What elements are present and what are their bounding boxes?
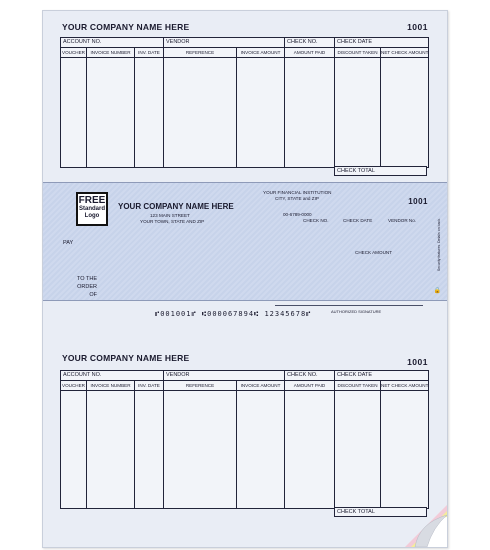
- padlock-icon: 🔒: [433, 288, 441, 294]
- signature-label: AUTHORIZED SIGNATURE: [331, 309, 382, 314]
- company-address-line-2: YOUR TOWN, STATE AND ZIP: [140, 219, 205, 224]
- col-invoice-amount: INVOICE AMOUNT: [237, 48, 285, 57]
- bank-name: YOUR FINANCIAL INSTITUTION: [263, 190, 332, 195]
- signature-line: [275, 305, 423, 306]
- col-inv-date: INV. DATE: [135, 381, 164, 390]
- col-invoice-amount: INVOICE AMOUNT: [237, 381, 285, 390]
- table-body: [61, 58, 428, 167]
- logo-line-3: Logo: [84, 212, 100, 219]
- col-inv-date: INV. DATE: [135, 48, 164, 57]
- order-line-3: OF: [89, 292, 97, 298]
- col-voucher: VOUCHER: [61, 48, 87, 57]
- pay-label: PAY: [63, 240, 74, 246]
- header-check-no: CHECK NO.: [285, 371, 335, 380]
- header-account-no: ACCOUNT NO.: [61, 371, 164, 380]
- fractional-routing: 00-6789-0000: [283, 212, 312, 217]
- header-check-date: CHECK DATE: [337, 372, 373, 378]
- top-voucher-stub: [43, 11, 447, 181]
- check-no-label: CHECK NO.: [303, 218, 329, 223]
- voucher-table: [60, 370, 429, 509]
- check-total-label: CHECK TOTAL: [334, 166, 427, 176]
- table-header-row-1: [61, 38, 428, 48]
- col-net-check-amount: NET CHECK AMOUNT: [381, 50, 428, 55]
- header-account-no: ACCOUNT NO.: [61, 38, 164, 47]
- col-voucher: VOUCHER: [61, 381, 87, 390]
- micr-line: ⑈001001⑈ ⑆000067894⑆ 12345678⑈: [155, 310, 312, 318]
- header-check-date: CHECK DATE: [337, 39, 373, 45]
- company-address-line-1: 123 MAIN STREET: [150, 213, 190, 218]
- vendor-no-label: VENDOR No.: [388, 218, 417, 223]
- col-reference: REFERENCE: [164, 48, 237, 57]
- check-date-label: CHECK DATE: [343, 218, 373, 223]
- check-number: 1001: [408, 197, 428, 206]
- col-net-check-amount: NET CHECK AMOUNT: [381, 383, 428, 388]
- col-amount-paid: AMOUNT PAID: [285, 48, 335, 57]
- col-reference: REFERENCE: [164, 381, 237, 390]
- header-check-no: CHECK NO.: [285, 38, 335, 47]
- table-header-row-2: [61, 381, 428, 391]
- check-company-name: YOUR COMPANY NAME HERE: [118, 202, 234, 211]
- order-of-label: [71, 275, 97, 299]
- header-vendor: VENDOR: [164, 38, 285, 47]
- table-header-row-1: [61, 371, 428, 381]
- table-header-row-2: [61, 48, 428, 58]
- logo-line-2: Standard: [78, 206, 105, 212]
- col-invoice-number: INVOICE NUMBER: [87, 48, 135, 57]
- logo-placeholder: [76, 192, 108, 226]
- stub-company-name: YOUR COMPANY NAME HERE: [62, 22, 190, 32]
- bottom-voucher-stub: [43, 353, 447, 547]
- check-form-sheet: [42, 10, 448, 548]
- stub-check-number: 1001: [407, 22, 428, 32]
- order-line-1: TO THE: [77, 276, 97, 282]
- logo-line-1: FREE: [78, 195, 106, 206]
- order-line-2: ORDER: [77, 284, 97, 290]
- col-amount-paid: AMOUNT PAID: [285, 381, 335, 390]
- security-notice: Security features. Details on back.: [437, 218, 441, 272]
- page-curl-icon: [397, 497, 447, 547]
- voucher-table: [60, 37, 429, 168]
- col-discount-taken: DISCOUNT TAKEN: [335, 381, 381, 390]
- header-vendor: VENDOR: [164, 371, 285, 380]
- table-body: [61, 391, 428, 508]
- check-amount-label: CHECK AMOUNT: [355, 250, 393, 255]
- check-total-label: CHECK TOTAL: [334, 507, 427, 517]
- bank-location: CITY, STATE and ZIP: [275, 196, 319, 201]
- col-invoice-number: INVOICE NUMBER: [87, 381, 135, 390]
- col-discount-taken: DISCOUNT TAKEN: [335, 48, 381, 57]
- stub-check-number: 1001: [407, 357, 428, 367]
- stub-company-name: YOUR COMPANY NAME HERE: [62, 353, 190, 363]
